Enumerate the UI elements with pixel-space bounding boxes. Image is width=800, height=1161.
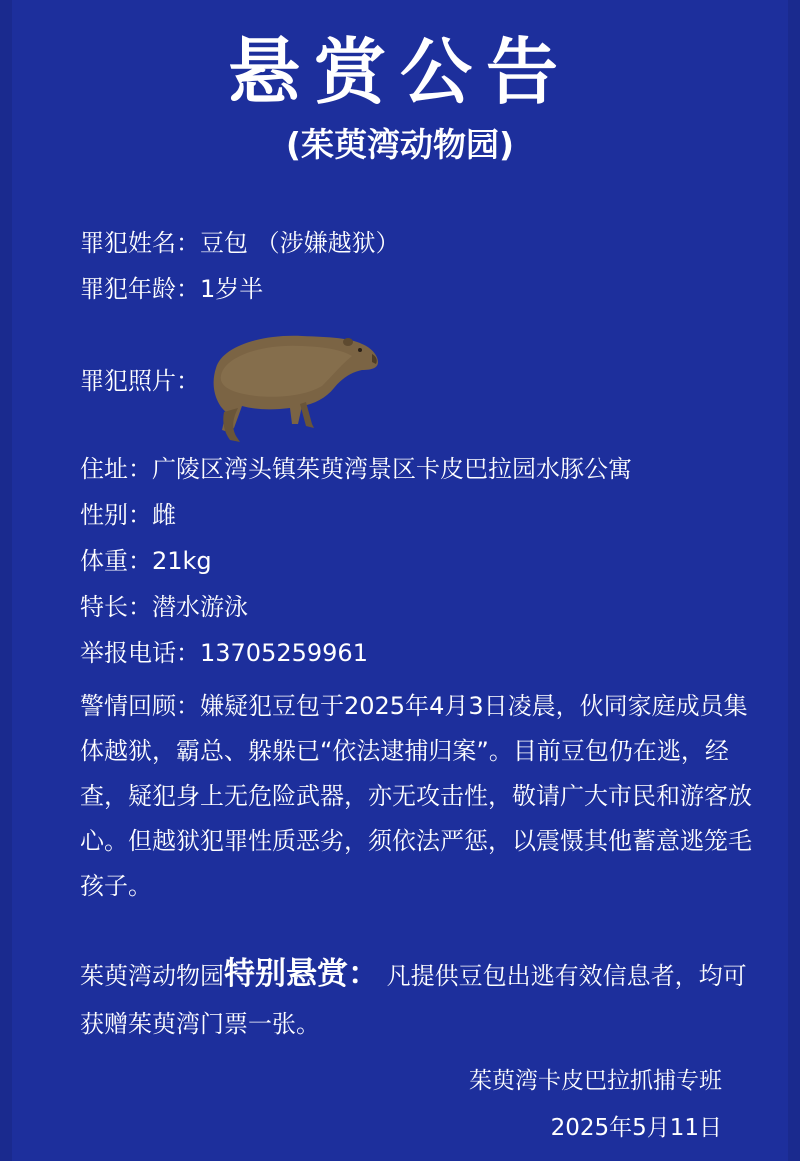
- suspect-address: 住址：广陵区湾头镇茱萸湾景区卡皮巴拉园水豚公寓: [80, 455, 632, 483]
- signature-org: 茱萸湾卡皮巴拉抓捕专班: [469, 1068, 722, 1094]
- capybara-photo: [202, 328, 384, 446]
- suspect-age: 罪犯年龄：1岁半: [80, 275, 264, 303]
- signature-date: 2025年5月11日: [550, 1115, 722, 1141]
- suspect-skill: 特长：潜水游泳: [80, 593, 248, 621]
- report-phone: 举报电话：13705259961: [80, 639, 368, 667]
- incident-report: 警情回顾：嫌疑犯豆包于2025年4月3日凌晨，伙同家庭成员集体越狱，霸总、躲躲已“依法逮捕归案”。目前豆包仍在逃，经查，疑犯身上无危险武器，亦无攻击性，敬请广大市民和游客放心。但越狱犯罪性质恶劣，须依法严惩，以震慑其他蓄意逃笼毛孩子。: [80, 692, 752, 900]
- reward-emphasis: 特别悬赏：: [224, 956, 379, 992]
- suspect-name: 罪犯姓名：豆包 （涉嫌越狱）: [80, 229, 400, 257]
- capybara-illustration: [202, 328, 384, 446]
- reward-text: 凡提供豆包出逃有效信息者，均可获赠茱萸湾门票一张。: [80, 962, 747, 1038]
- suspect-weight: 体重：21kg: [80, 547, 212, 575]
- reward-notice: [80, 950, 770, 1048]
- poster-subtitle: (茱萸湾动物园): [285, 125, 515, 164]
- suspect-photo-label: 罪犯照片：: [80, 367, 200, 395]
- reward-prefix: 茱萸湾动物园: [80, 962, 224, 990]
- suspect-gender: 性别：雌: [80, 501, 176, 529]
- poster-title: 悬赏公告: [227, 30, 572, 114]
